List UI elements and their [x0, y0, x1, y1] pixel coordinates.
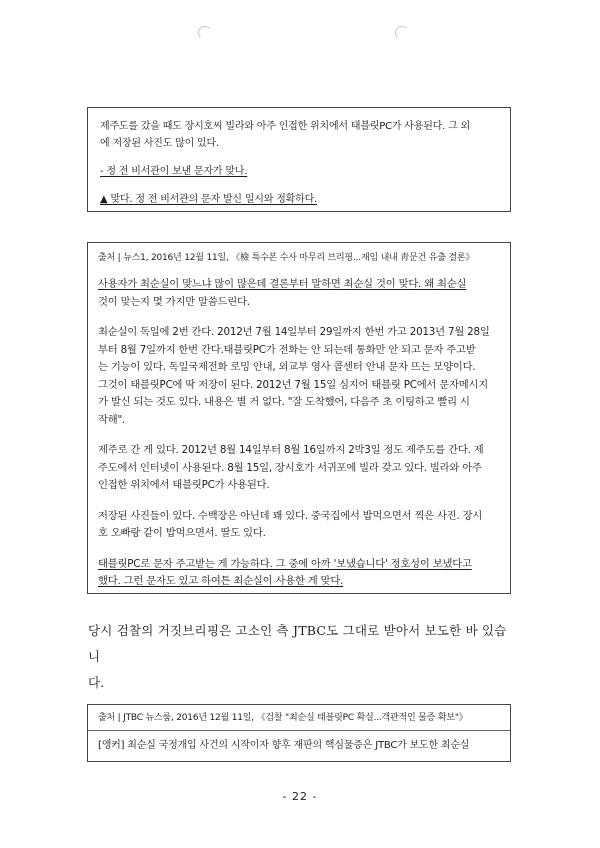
quote-line: 최순실이 독일에 2번 간다. 2012년 7월 14일부터 29일까지 한번 가고 2013년 7월 28일 [98, 326, 490, 338]
divider [88, 730, 510, 731]
punch-hole-mark [395, 26, 409, 40]
answer-line: ▲ 맞다. 정 전 비서관의 문자 발신 일시와 정확하다. [100, 194, 318, 205]
quote-line: 저장된 사진들이 있다. 수백장은 아닌데 꽤 있다. 중국집에서 밥먹으면서 찍은 사진. 장시 [98, 509, 483, 522]
quote-paragraph [98, 324, 502, 429]
body-paragraph [88, 618, 518, 696]
source-citation: 출처 | JTBC 뉴스룸, 2016년 12월 11일, 《검찰 "최순실 태블릿PC 확실...객관적인 물증 확보"》 [98, 713, 468, 723]
quote-paragraph [98, 556, 502, 591]
punch-hole-mark [198, 26, 212, 40]
quote-line: 사용자가 최순실이 맞느냐 많이 많은데 결론부터 말하면 최순실 것이 맞다. 왜 최순실 [98, 278, 467, 290]
page-number: - 22 - [282, 790, 318, 803]
source-citation: 출처 | 뉴스1, 2016년 12월 11일, 《檢 특수본 수사 마무리 브리핑...재임 내내 靑문건 유출 결론》 [98, 253, 475, 263]
quote-box-jtbc [87, 704, 511, 762]
quote-line: 호 오빠랑 같이 밥먹으면서. 딸도 있다. [98, 527, 266, 539]
quote-line: 태블릿PC로 문자 주고받는 게 가능하다. 그 중에 아까 '보냈습니다' 정호성이 보냈다고 [98, 557, 472, 570]
quote-line: 작해". [98, 413, 126, 426]
body-line: 당시 검찰의 거짓브리핑은 고소인 측 JTBC도 그대로 받아서 보도한 바 있습니 [88, 623, 507, 664]
quote-line: 주도에서 인터넷이 사용된다. 8월 15일, 장시호가 서귀포에 빌라 갖고 있다. 빌라와 아주 [98, 461, 482, 474]
body-line: 다. [88, 675, 105, 690]
quote-line: 제주도를 갔을 때도 장시호씨 빌라와 아주 인접한 위치에서 태블릿PC가 사용된다. 그 외 [100, 121, 470, 132]
quote-line: 인접한 위치에서 태블릿PC가 사용된다. [98, 479, 270, 491]
quote-line: 것이 맞는지 몇 가지만 말씀드린다. [98, 295, 250, 308]
quote-paragraph [98, 442, 502, 495]
quote-line: [앵커] 최순실 국정개입 사건의 시작이자 향후 재판의 핵심물증은 JTBC가 보도한 최순실 [98, 740, 470, 751]
quote-line: 에 저장된 사진도 많이 있다. [100, 138, 219, 149]
quote-line: 그것이 태블릿PC에 딱 저장이 된다. 2012년 7월 15일 심지어 태블릿 PC에서 문자메시지 [98, 378, 488, 391]
quote-line: 제주로 간 게 있다. 2012년 8월 14일부터 8월 16일까지 2박3일 정도 제주도를 간다. 제 [98, 444, 484, 456]
question-line: - 정 전 비서관이 보낸 문자가 맞나. [100, 166, 248, 177]
quote-paragraph [98, 508, 502, 543]
quote-line: 는 기능이 있다. 독일국제전화 로밍 안내, 외교부 영사 콜센터 안내 문자 뜨는 모양이다. [98, 361, 476, 373]
quote-line: 부터 8월 7일까지 한번 간다.태블릿PC가 전화는 안 되는데 통화만 안 되고 문자 주고받 [98, 343, 476, 356]
quote-line: 가 발신 되는 것도 있다. 내용은 별 거 없다. "잘 도착했어, 다음주 초 이팅하고 빨리 시 [98, 396, 470, 408]
quote-box-news1 [87, 242, 511, 594]
quote-box-briefing-excerpt [87, 107, 511, 212]
quote-line: 했다. 그런 문자도 있고 하여튼 최순실이 사용한 게 맞다. [98, 575, 344, 587]
quote-paragraph [98, 276, 502, 311]
